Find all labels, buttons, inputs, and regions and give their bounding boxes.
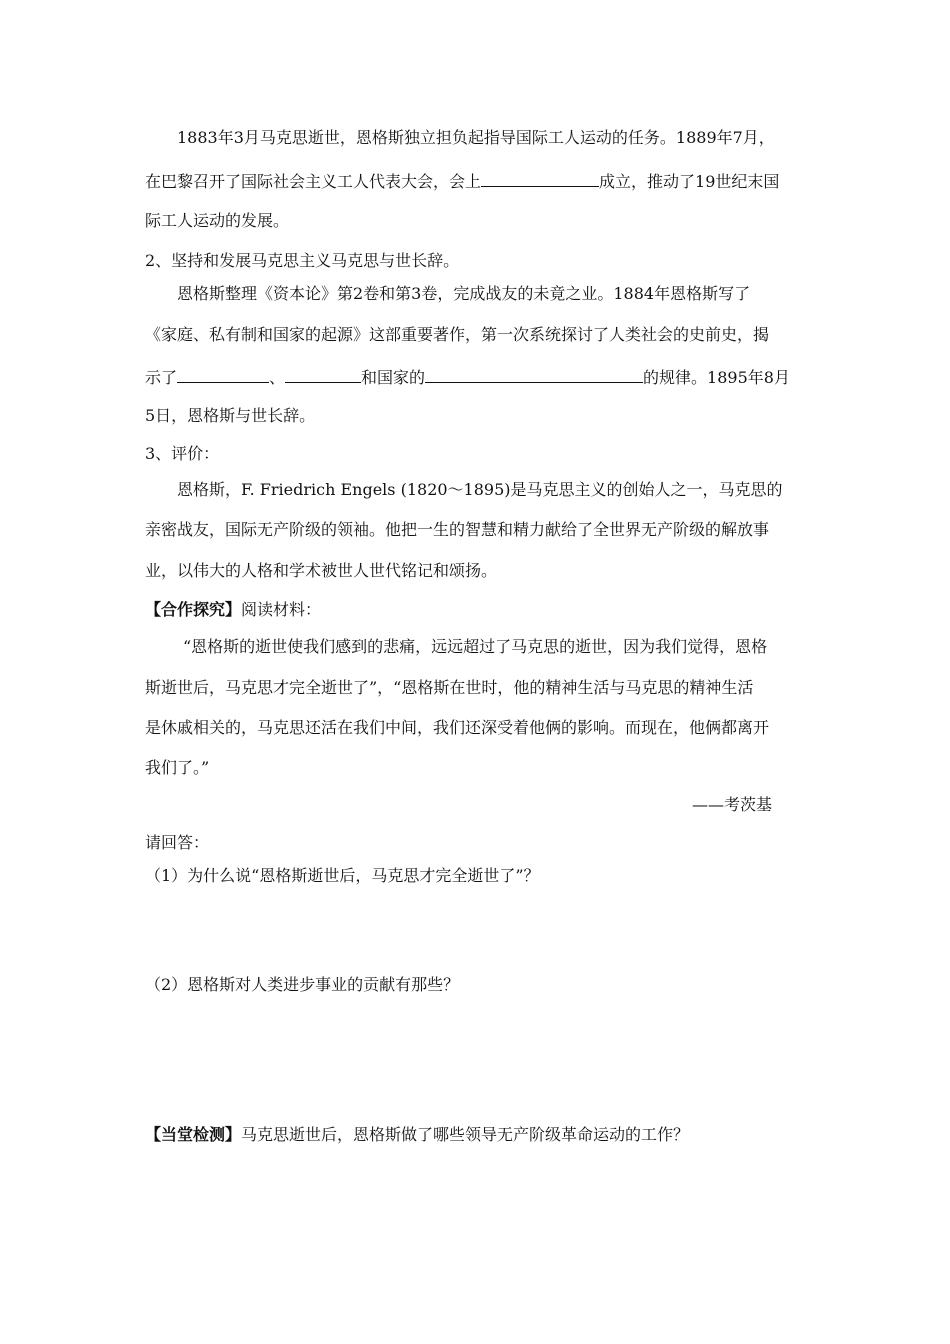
text-span: 示了 [145,368,178,387]
check-label: 【当堂检测】 [145,1125,242,1144]
quote-line: 我们了。” [145,758,210,777]
cooperation-heading [145,600,321,620]
cooperation-intro: 阅读材料： [241,600,322,619]
paragraph-line: 业，以伟大的人格和学术被世人世代铭记和颂扬。 [145,561,498,580]
section-heading: 3、评价： [145,444,220,463]
quote-line: 是休戚相关的，马克思还活在我们中间，我们还深受着他俩的影响。而现在，他俩都离开 [145,718,770,737]
blank-line [481,170,599,187]
check-section [145,1125,689,1145]
paragraph-line: 恩格斯整理《资本论》第2卷和第3卷，完成战友的未竟之业。1884年恩格斯写了 [177,284,751,303]
paragraph-line: 《家庭、私有制和国家的起源》这部重要著作，第一次系统探讨了人类社会的史前史，揭 [145,325,770,344]
blank-line [285,366,361,383]
text-span: 成立，推动了19世纪末国 [599,172,780,191]
cooperation-label: 【合作探究】 [145,600,242,619]
paragraph-line [145,366,790,388]
paragraph-line: 际工人运动的发展。 [145,211,290,230]
paragraph-line: 恩格斯，F. Friedrich Engels (1820～1895)是马克思主义的创始人之一，马克思的 [177,480,783,499]
question-2: （2）恩格斯对人类进步事业的贡献有那些？ [145,975,460,994]
paragraph-line: 亲密战友，国际无产阶级的领袖。他把一生的智慧和精力献给了全世界无产阶级的解放事 [145,520,770,539]
text-span: 在巴黎召开了国际社会主义工人代表大会，会上 [145,172,482,191]
paragraph-line: 1883年3月马克思逝世，恩格斯独立担负起指导国际工人运动的任务。1889年7月， [177,128,775,147]
text-span: 和国家的 [361,368,426,387]
paragraph-line: 5日，恩格斯与世长辞。 [145,406,316,425]
section-heading: 2、坚持和发展马克思主义马克思与世长辞。 [145,251,460,270]
quote-line: 斯逝世后，马克思才完全逝世了”，“恩格斯在世时，他的精神生活与马克思的精神生活 [145,678,754,697]
text-span: 的规律。1895年8月 [643,368,790,387]
check-question: 马克思逝世后，恩格斯做了哪些领导无产阶级革命运动的工作？ [241,1125,690,1144]
text-span: 、 [269,368,286,387]
paragraph-line [145,170,779,192]
blank-line [425,366,643,383]
answer-prompt: 请回答： [145,833,210,852]
question-1: （1）为什么说“恩格斯逝世后，马克思才完全逝世了”？ [145,866,540,885]
blank-line [177,366,269,383]
quote-attribution: ——考茨基 [692,795,773,814]
quote-line: “恩格斯的逝世使我们感到的悲痛，远远超过了马克思的逝世，因为我们觉得，恩格 [183,637,768,656]
